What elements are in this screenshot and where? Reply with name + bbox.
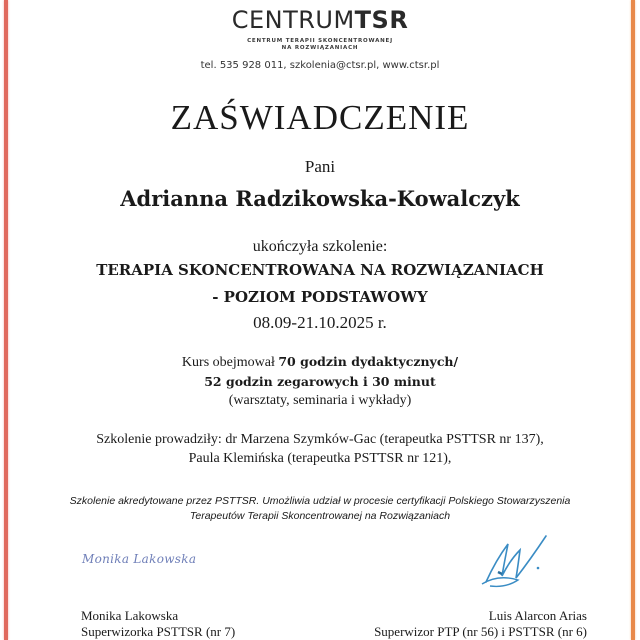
hours-didactic: 70 godzin dydaktycznych/: [278, 354, 459, 369]
left-signer: [81, 608, 235, 640]
certificate-title: ZAŚWIADCZENIE: [170, 98, 470, 137]
salutation: Pani: [304, 157, 336, 176]
logo-subtitle: [0, 38, 640, 52]
accreditation-line2: Terapeutów Terapii Skoncentrowanej na Rozwiązaniach: [189, 510, 451, 522]
contact-info: tel. 535 928 011, szkolenia@ctsr.pl, www.ctsr.pl: [200, 60, 440, 71]
course-title-line1: TERAPIA SKONCENTROWANA NA ROZWIĄZANIACH: [96, 261, 544, 279]
left-signer-name: Monika Lakowska: [81, 608, 179, 623]
hours-note: (warsztaty, seminaria i wykłady): [228, 393, 412, 408]
completed-label: ukończyła szkolenie:: [252, 238, 388, 255]
course-title-line2: - POZIOM PODSTAWOWY: [212, 288, 428, 306]
hours-clock: 52 godzin zegarowych i 30 minut: [204, 374, 436, 389]
trainers-line1: Szkolenie prowadziły: dr Marzena Szymków-Gac (terapeutka PSTTSR nr 137),: [96, 432, 544, 447]
left-signature-handwriting: Monika Lakowska: [82, 552, 197, 566]
logo-subtitle-line1: CENTRUM TERAPII SKONCENTROWANEJ: [247, 38, 393, 44]
right-signature-handwriting: [468, 530, 558, 592]
right-signer-name: Luis Alarcon Arias: [488, 608, 587, 623]
course-dates: 08.09-21.10.2025 r.: [253, 313, 387, 332]
right-signer-role: Superwizor PTP (nr 56) i PSTTSR (nr 6): [374, 624, 587, 639]
right-signer: [374, 608, 587, 640]
logo-subtitle-line2: NA ROZWIĄZANIACH: [281, 45, 359, 51]
recipient-name: Adrianna Radzikowska-Kowalczyk: [120, 186, 520, 211]
logo-text-bold: TSR: [354, 6, 409, 34]
trainers-line2: Paula Klemińska (terapeutka PSTTSR nr 121),: [188, 451, 452, 466]
accreditation-line1: Szkolenie akredytowane przez PSTTSR. Umożliwia udział w procesie certyfikacji Polskiego Stowarzyszenia: [69, 495, 571, 507]
logo-text-light: CENTRUM: [231, 6, 355, 34]
left-signer-role: Superwizorka PSTTSR (nr 7): [81, 624, 236, 639]
hours-line1: [0, 354, 640, 371]
hours-prefix: Kurs obejmował: [181, 355, 279, 370]
logo: [0, 6, 640, 34]
